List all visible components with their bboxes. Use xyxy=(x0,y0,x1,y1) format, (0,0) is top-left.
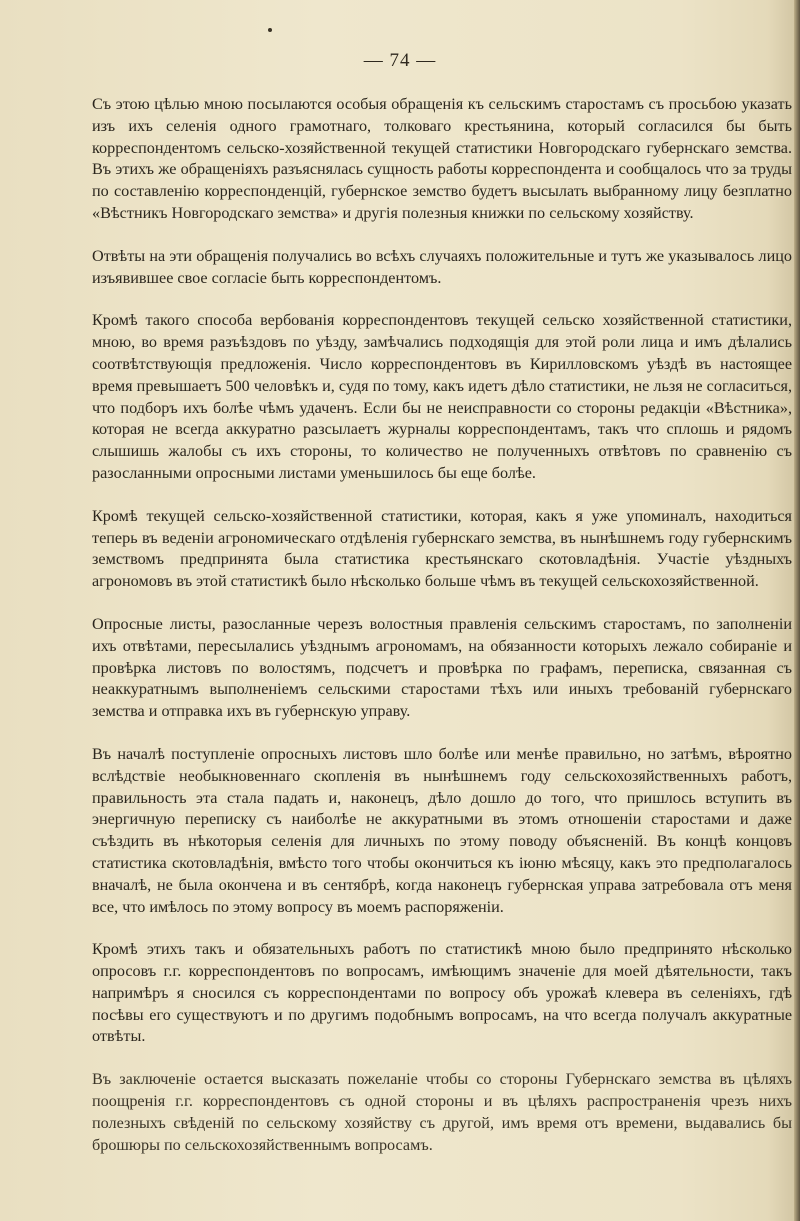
page-edge-shadow xyxy=(794,0,800,1221)
paragraph-2: Отвѣты на эти обращенія получались во всѣхъ случаяхъ положительные и тутъ же указывалось лицо изъявившее свое согласіе быть корреспондентомъ. xyxy=(92,246,792,287)
paragraph-4: Кромѣ текущей сельско-хозяйственной статистики, которая, какъ я уже упоминалъ, находиться теперь въ веденіи агрономическаго отдѣленія губернскаго земства, въ нынѣшнемъ году губернскимъ земствомъ предпринята была статистика крестьянскаго скотовладѣнія. Участіе уѣздныхъ агрономовъ въ этой статистикѣ было нѣсколько больше чѣмъ въ текущей сельскохозяйственной. xyxy=(92,506,792,591)
ink-speck xyxy=(268,28,272,32)
page-number: — 74 — xyxy=(363,50,437,71)
body-text xyxy=(92,94,792,1177)
paragraph-6: Въ началѣ поступленіе опросныхъ листовъ шло болѣе или менѣе правильно, но затѣмъ, вѣроятно вслѣдствіе необыкновеннаго скопленія въ нынѣшнемъ году сельскохозяйственныхъ работъ, правильность эта стала падать и, наконецъ, дѣло дошло до того, что пришлось вступить въ энергичную переписку съ наиболѣе не аккуратными въ этомъ отношеніи старостами и даже съѣздить въ нѣкоторыя селенія для личныхъ по этому поводу объясненій. Въ концѣ концовъ статистика скотовладѣнія, вмѣсто того чтобы окончиться къ іюню мѣсяцу, какъ это предполагалось вначалѣ, не была окончена и въ сентябрѣ, когда наконецъ губернская управа затребовала отъ меня все, что имѣлось по этому вопросу въ моемъ распоряженіи. xyxy=(92,744,792,916)
paragraph-8: Въ заключеніе остается высказать пожеланіе чтобы со стороны Губернскаго земства въ цѣляхъ поощренія г.г. корреспондентовъ съ одной стороны и въ цѣляхъ распространенія чрезъ нихъ полезныхъ свѣденій по сельскому хозяйству съ другой, имъ время отъ времени, выдавались бы брошюры по сельскохозяйственнымъ вопросамъ. xyxy=(92,1070,792,1154)
paragraph-5: Опросные листы, разосланные черезъ волостныя правленія сельскимъ старостамъ, по заполненіи ихъ отвѣтами, пересылались уѣзднымъ агрономамъ, на обязанности которыхъ лежало собираніе и провѣрка листовъ по волостямъ, подсчетъ и провѣрка по графамъ, переписка, связанная съ неаккуратнымъ выполненіемъ сельскими старостами тѣхъ или иныхъ требованій губернскаго земства и отправка ихъ въ губернскую управу. xyxy=(92,614,792,721)
paragraph-7: Кромѣ этихъ такъ и обязательныхъ работъ по статистикѣ мною было предпринято нѣсколько опросовъ г.г. корреспондентовъ по вопросамъ, имѣющимъ значеніе для моей дѣятельности, такъ напримѣръ я сносился съ корреспондентами по вопросу объ урожаѣ клевера въ селеніяхъ, гдѣ посѣвы его существуютъ и по другимъ подобнымъ вопросамъ, на что всегда получалъ аккуратные отвѣты. xyxy=(92,940,792,1046)
paragraph-3: Кромѣ такого способа вербованія корреспондентовъ текущей сельско хозяйственной статистики, мною, во время разъѣздовъ по уѣзду, замѣчались подходящія для этой роли лица и имъ дѣлались соотвѣтствующія предложенія. Число корреспондентовъ въ Кирилловскомъ уѣздѣ въ настоящее время превышаетъ 500 человѣкъ и, судя по тому, какъ идетъ дѣло статистики, не льзя не согласиться, что подборъ ихъ болѣе чѣмъ удаченъ. Если бы не неисправности со стороны редакціи «Вѣстника», которая не всегда аккуратно разсылаетъ журналы корреспондентамъ, такъ что сплошь и рядомъ слышишь жалобы съ ихъ стороны, то количество не полученныхъ отвѣтовъ по сравненію съ разосланными опросными листами уменьшилось бы еще болѣе. xyxy=(92,311,792,482)
paragraph-1: Съ этою цѣлью мною посылаются особыя обращенія къ сельскимъ старостамъ съ просьбою указать изъ ихъ селенія одного грамотнаго, толковаго крестьянина, который согласился бы быть корреспондентомъ сельско-хозяйственной текущей статистики Новгородскаго губернскаго земства. Въ этихъ же обращеніяхъ разъяснялась сущность работы корреспондента и сообщалось что за труды по составленію корреспонденцій, губернское земство будетъ высылать выбранному лицу безплатно «Вѣстникъ Новгородскаго земства» и другія полезныя книжки по сельскому хозяйству. xyxy=(92,95,792,222)
